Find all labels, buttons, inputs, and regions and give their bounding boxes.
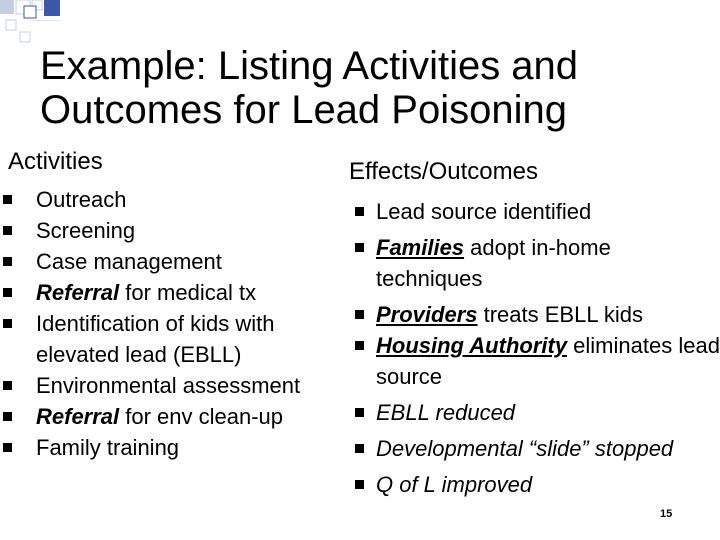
square-bullet-icon [3,381,12,390]
square-bullet-icon [355,310,364,319]
square-bullet-icon [355,207,364,216]
list-item: Providers treats EBLL kids [340,299,720,330]
title-line-1: Example: Listing Activities and [40,44,579,88]
list-item: Referral for medical tx [0,277,330,308]
list-item: Environmental assessment [0,370,330,401]
outcomes-heading: Effects/Outcomes [349,158,538,185]
list-item: Outreach [0,184,330,215]
activities-heading: Activities [8,148,103,175]
list-item: Q of L improved [340,469,720,500]
square-bullet-icon [355,480,364,489]
list-item: Housing Authority eliminates lead source [340,330,720,392]
list-item: EBLL reduced [340,397,720,428]
title-line-2: Outcomes for Lead Poisoning [40,88,567,132]
square-bullet-icon [3,257,12,266]
square-bullet-icon [355,408,364,417]
square-bullet-icon [3,412,12,421]
list-item: Case management [0,246,330,277]
list-item: Families adopt in-home techniques [340,232,720,294]
list-item: Referral for env clean-up [0,401,330,432]
list-item: Identification of kids with elevated lead (EBLL) [0,308,330,370]
page-number: 15 [660,508,673,520]
square-bullet-icon [355,444,364,453]
outcomes-list [340,196,720,500]
list-item: Developmental “slide” stopped [340,433,720,464]
square-bullet-icon [3,319,12,328]
list-item: Lead source identified [340,196,720,227]
list-item: Family training [0,432,330,463]
square-bullet-icon [355,243,364,252]
slide-title [40,44,710,132]
activities-list [0,184,330,463]
square-bullet-icon [3,288,12,297]
list-item: Screening [0,215,330,246]
square-bullet-icon [355,341,364,350]
square-bullet-icon [3,226,12,235]
square-bullet-icon [3,195,12,204]
square-bullet-icon [3,443,12,452]
